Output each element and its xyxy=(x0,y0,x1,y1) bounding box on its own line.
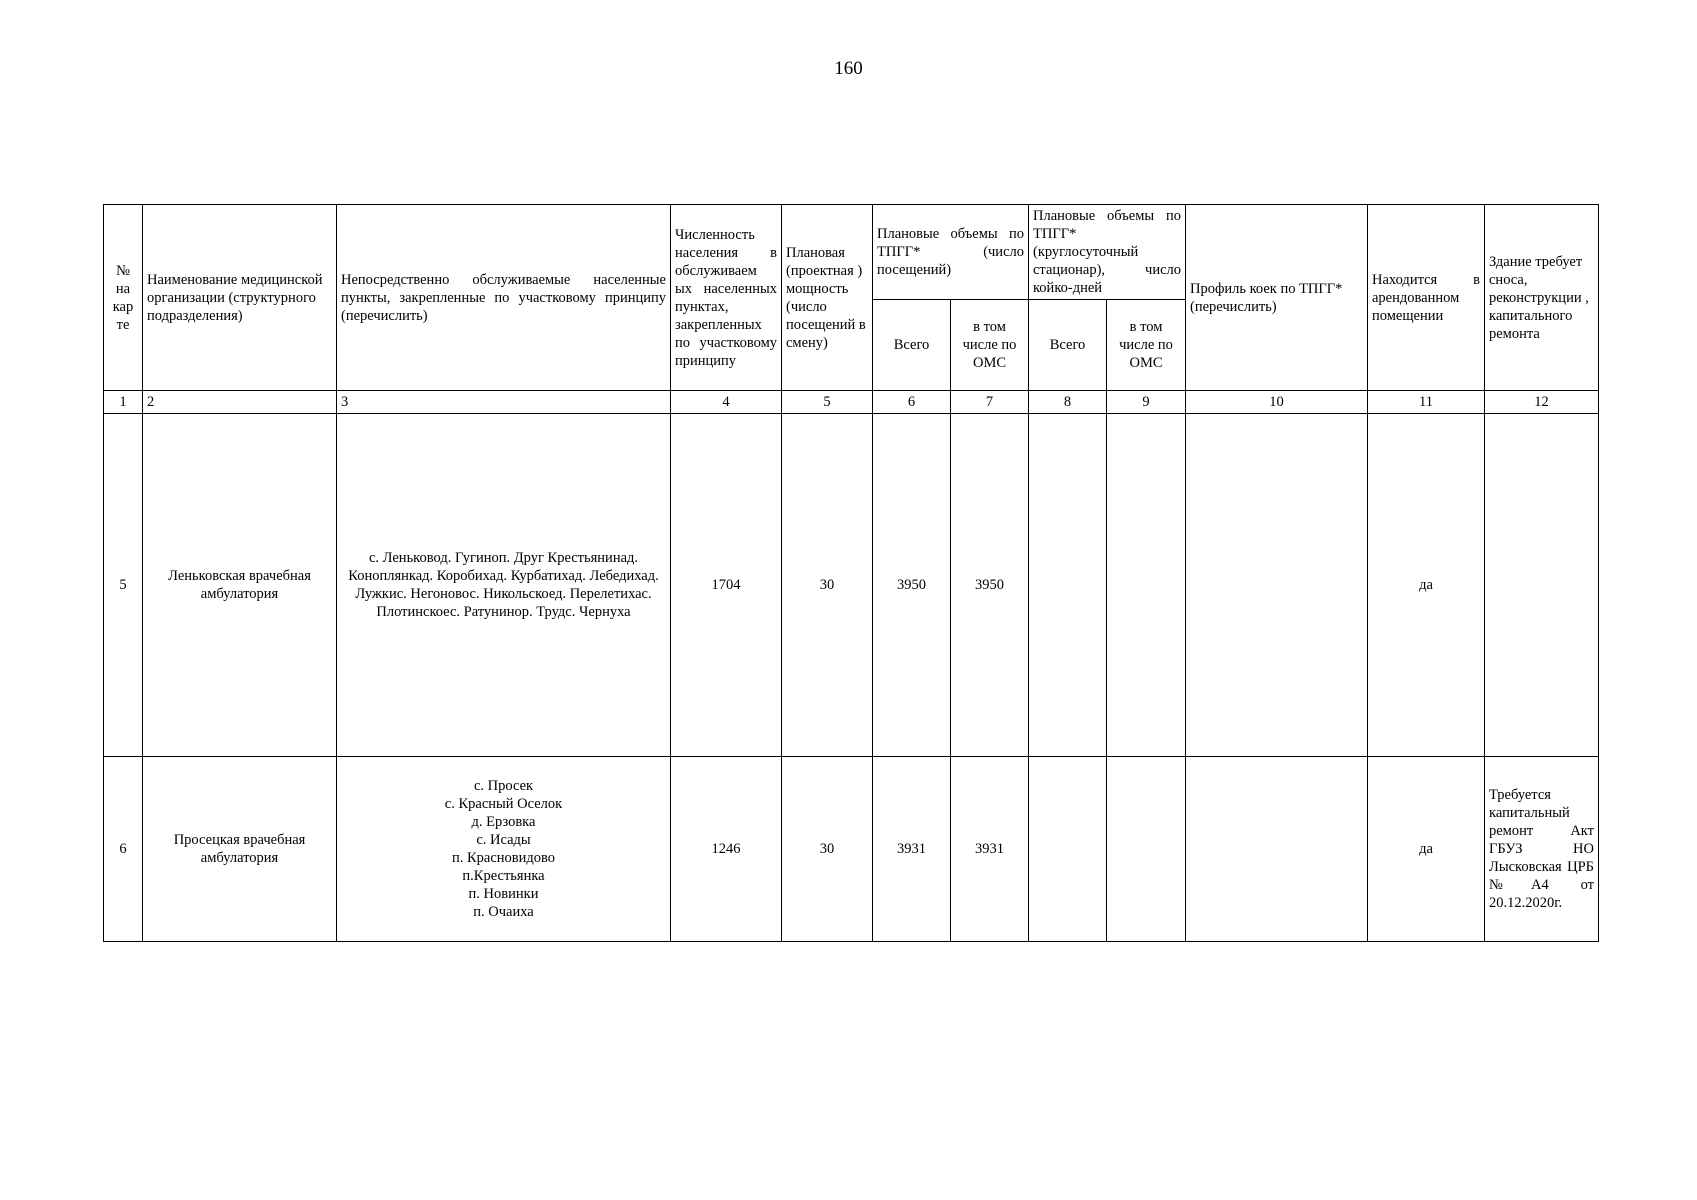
settlements xyxy=(337,757,671,942)
bed-profile xyxy=(1186,757,1368,942)
page-number: 160 xyxy=(834,58,863,79)
capacity: 30 xyxy=(782,757,873,942)
column-number: 2 xyxy=(143,391,337,414)
table-row xyxy=(104,757,1599,942)
column-number: 9 xyxy=(1107,391,1186,414)
header-visits-total: Всего xyxy=(873,300,951,391)
table-row xyxy=(104,414,1599,757)
header-beds-oms: в том числе по ОМС xyxy=(1107,300,1186,391)
organization-name: Леньковская врачебная амбулатория xyxy=(143,414,337,757)
row-number: 6 xyxy=(104,757,143,942)
visits-oms: 3950 xyxy=(951,414,1029,757)
building-repair xyxy=(1485,414,1599,757)
settlement-item: п. Новинки xyxy=(468,886,539,902)
header-building-repair: Здание требует сноса, реконструкции , капитального ремонта xyxy=(1485,205,1599,391)
visits-total: 3950 xyxy=(873,414,951,757)
beds-oms xyxy=(1107,757,1186,942)
organization-name: Просецкая врачебная амбулатория xyxy=(143,757,337,942)
capacity: 30 xyxy=(782,414,873,757)
column-number: 10 xyxy=(1186,391,1368,414)
settlement-item: п. Очаиха xyxy=(473,904,534,920)
header-population: Численность населения в обслуживаем ых населенных пунктах, закрепленных по участковому принципу xyxy=(671,205,782,391)
settlements: с. Леньковод. Гугиноп. Друг Крестьянинад. Коноплянкад. Коробихад. Курбатихад. Лебедихад. Лужкис. Негоновос. Никольскоед. Перелетихас. Плотинскоес. Ратунинop. Трудс. Чернуха xyxy=(337,414,671,757)
column-number: 3 xyxy=(337,391,671,414)
settlement-item: д. Ерзовка xyxy=(471,814,536,830)
bed-profile xyxy=(1186,414,1368,757)
header-settlements: Непосредственно обслуживаемые населенные пункты, закрепленные по участковому принципу (перечислить) xyxy=(337,205,671,391)
header-planned-visits: Плановые объемы по ТПГГ* (число посещений) xyxy=(873,205,1029,300)
header-planned-bed-days: Плановые объемы по ТПГГ* (круглосуточный стационар), число койко-дней xyxy=(1029,205,1186,300)
header-organization-name: Наименование медицинской организации (структурного подразделения) xyxy=(143,205,337,391)
header-capacity: Плановая (проектная ) мощность (число посещений в смену) xyxy=(782,205,873,391)
beds-oms xyxy=(1107,414,1186,757)
visits-total: 3931 xyxy=(873,757,951,942)
column-number: 4 xyxy=(671,391,782,414)
column-number-row xyxy=(104,391,1599,414)
column-number: 6 xyxy=(873,391,951,414)
column-number: 12 xyxy=(1485,391,1599,414)
settlement-item: с. Просек xyxy=(473,778,534,794)
header-map-number: № на кар те xyxy=(104,205,143,391)
header-beds-total: Всего xyxy=(1029,300,1107,391)
header-row xyxy=(104,205,1599,300)
settlement-item: п. Красновидово xyxy=(451,850,556,866)
population: 1246 xyxy=(671,757,782,942)
column-number: 5 xyxy=(782,391,873,414)
settlement-item: с. Красный Оселок xyxy=(444,796,563,812)
rented-premises: да xyxy=(1368,757,1485,942)
medical-organizations-table xyxy=(103,204,1599,942)
column-number: 11 xyxy=(1368,391,1485,414)
header-rented-premises: Находится в арендованном помещении xyxy=(1368,205,1485,391)
settlement-item: с. Исады xyxy=(476,832,531,848)
beds-total xyxy=(1029,414,1107,757)
column-number: 1 xyxy=(104,391,143,414)
column-number: 7 xyxy=(951,391,1029,414)
header-bed-profile: Профиль коек по ТПГГ* (перечислить) xyxy=(1186,205,1368,391)
header-visits-oms: в том числе по ОМС xyxy=(951,300,1029,391)
row-number: 5 xyxy=(104,414,143,757)
rented-premises: да xyxy=(1368,414,1485,757)
population: 1704 xyxy=(671,414,782,757)
settlement-item: п.Крестьянка xyxy=(462,868,545,884)
visits-oms: 3931 xyxy=(951,757,1029,942)
column-number: 8 xyxy=(1029,391,1107,414)
beds-total xyxy=(1029,757,1107,942)
building-repair: Требуется капитальный ремонт Акт ГБУЗ НО Лысковская ЦРБ №А4 от 20.12.2020г. xyxy=(1485,757,1599,942)
